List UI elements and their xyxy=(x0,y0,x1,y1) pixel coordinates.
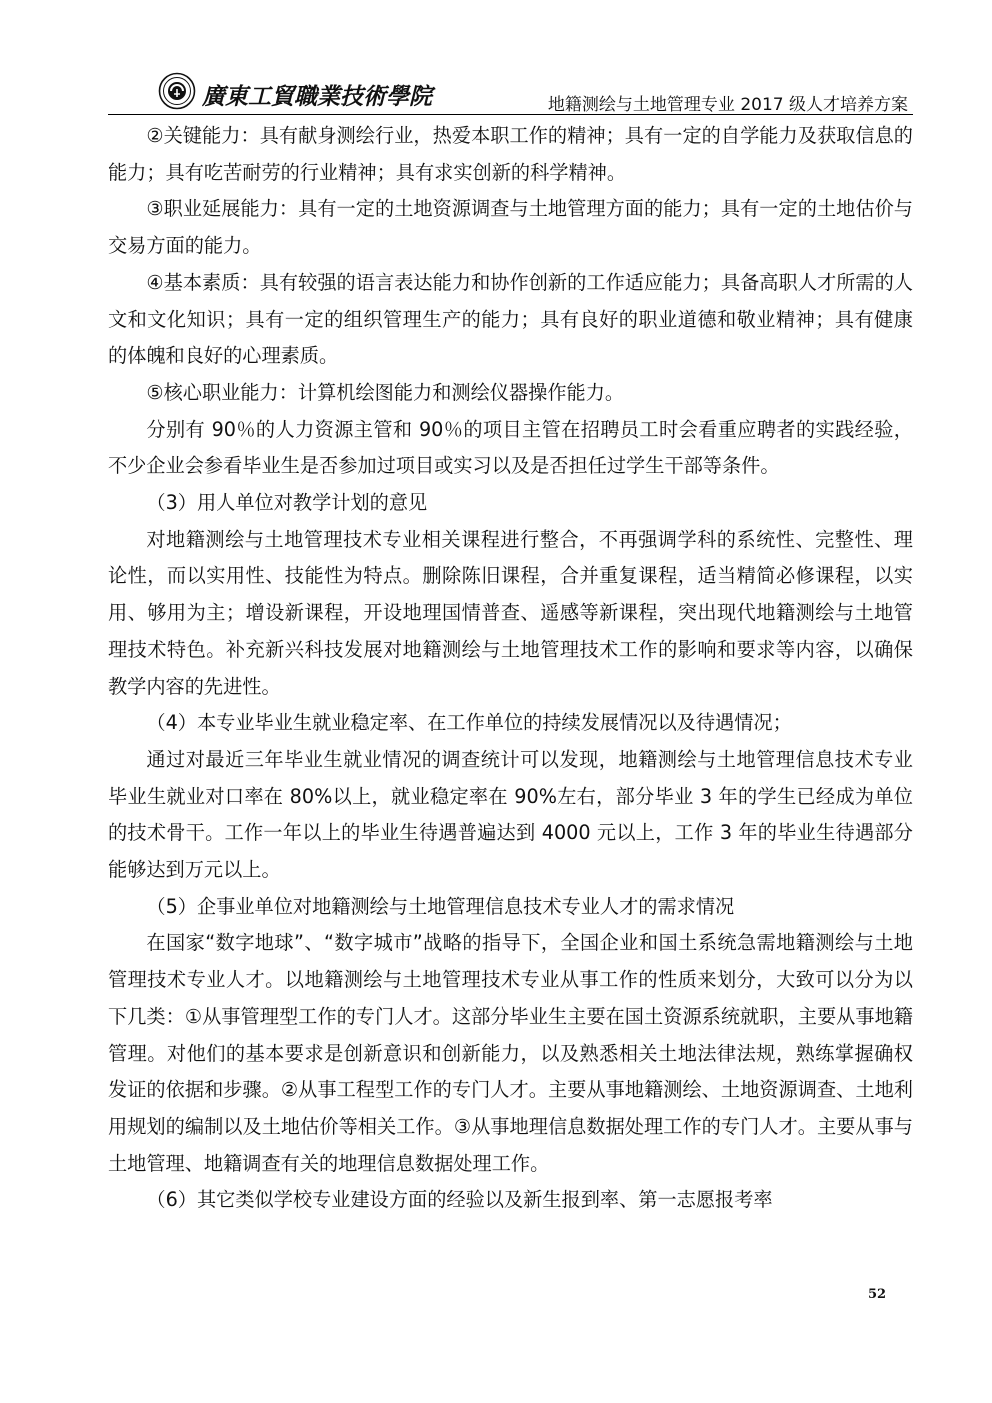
paragraph-key-ability: ②关键能力：具有献身测绘行业，热爱本职工作的精神；具有一定的自学能力及获取信息的能力；具有吃苦耐劳的行业精神；具有求实创新的科学精神。 xyxy=(108,124,913,184)
paragraph-curriculum-opinion: 对地籍测绘与土地管理技术专业相关课程进行整合，不再强调学科的系统性、完整性、理论性，而以实用性、技能性为特点。删除陈旧课程，合并重复课程，适当精简必修课程，以实用、够用为主；增设新课程，开设地理国情普查、遥感等新课程，突出现代地籍测绘与土地管理技术特色。补充新兴科技发展对地籍测绘与土地管理技术工作的影响和要求等内容，以确保教学内容的先进性。 xyxy=(108,527,913,698)
paragraph-extension-ability: ③职业延展能力：具有一定的土地资源调查与土地管理方面的能力；具有一定的土地估价与交易方面的能力。 xyxy=(108,197,913,258)
section-heading-4: （4）本专业毕业生就业稳定率、在工作单位的持续发展情况以及待遇情况； xyxy=(146,711,792,735)
section-heading-3: （3）用人单位对教学计划的意见 xyxy=(146,491,428,515)
header-divider xyxy=(108,114,913,115)
section-heading-5: （5）企事业单位对地籍测绘与土地管理信息技术专业人才的需求情况 xyxy=(146,894,735,918)
page-header xyxy=(108,70,908,115)
section-heading-6: （6）其它类似学校专业建设方面的经验以及新生报到率、第一志愿报考率 xyxy=(146,1188,773,1212)
paragraph-basic-quality: ④基本素质：具有较强的语言表达能力和协作创新的工作适应能力；具备高职人才所需的人文和文化知识；具有一定的组织管理生产的能力；具有良好的职业道德和敬业精神；具有健康的体魄和良好的心理素质。 xyxy=(108,270,913,368)
paragraph-talent-demand: 在国家“数字地球”、“数字城市”战略的指导下，全国企业和国土系统急需地籍测绘与土地管理技术专业人才。以地籍测绘与土地管理技术专业从事工作的性质来划分，大致可以分为以下几类：①从事管理型工作的专门人才。这部分毕业生主要在国土资源系统就职，主要从事地籍管理。对他们的基本要求是创新意识和创新能力，以及熟悉相关土地法律法规，熟练掌握确权发证的依据和步骤。②从事工程型工作的专门人才。主要从事地籍测绘、土地资源调查、土地利用规划的编制以及土地估价等相关工作。③从事地理信息数据处理工作的专门人才。主要从事与土地管理、地籍调查有关的地理信息数据处理工作。 xyxy=(108,931,913,1175)
school-name: 廣東工貿職業技術學院 xyxy=(202,83,432,110)
paragraph-practice-experience: 分别有 90％的人力资源主管和 90％的项目主管在招聘员工时会看重应聘者的实践经验，不少企业会参看毕业生是否参加过项目或实习以及是否担任过学生干部等条件。 xyxy=(108,417,913,478)
document-body xyxy=(108,118,913,1219)
paragraph-employment-stats: 通过对最近三年毕业生就业情况的调查统计可以发现，地籍测绘与土地管理信息技术专业毕业生就业对口率在 80%以上，就业稳定率在 90%左右，部分毕业 3 年的学生已经成为单位的技术骨干。工作一年以上的毕业生待遇普遍达到 4000 元以上，工作 3 年的毕业生待遇部分能够达到万元以上。 xyxy=(108,747,913,882)
document-title: 地籍测绘与土地管理专业 2017 级人才培养方案 xyxy=(547,95,908,115)
college-emblem-icon xyxy=(158,72,196,110)
paragraph-core-ability: ⑤核心职业能力：计算机绘图能力和测绘仪器操作能力。 xyxy=(146,380,625,404)
page-number: 52 xyxy=(868,1287,887,1302)
